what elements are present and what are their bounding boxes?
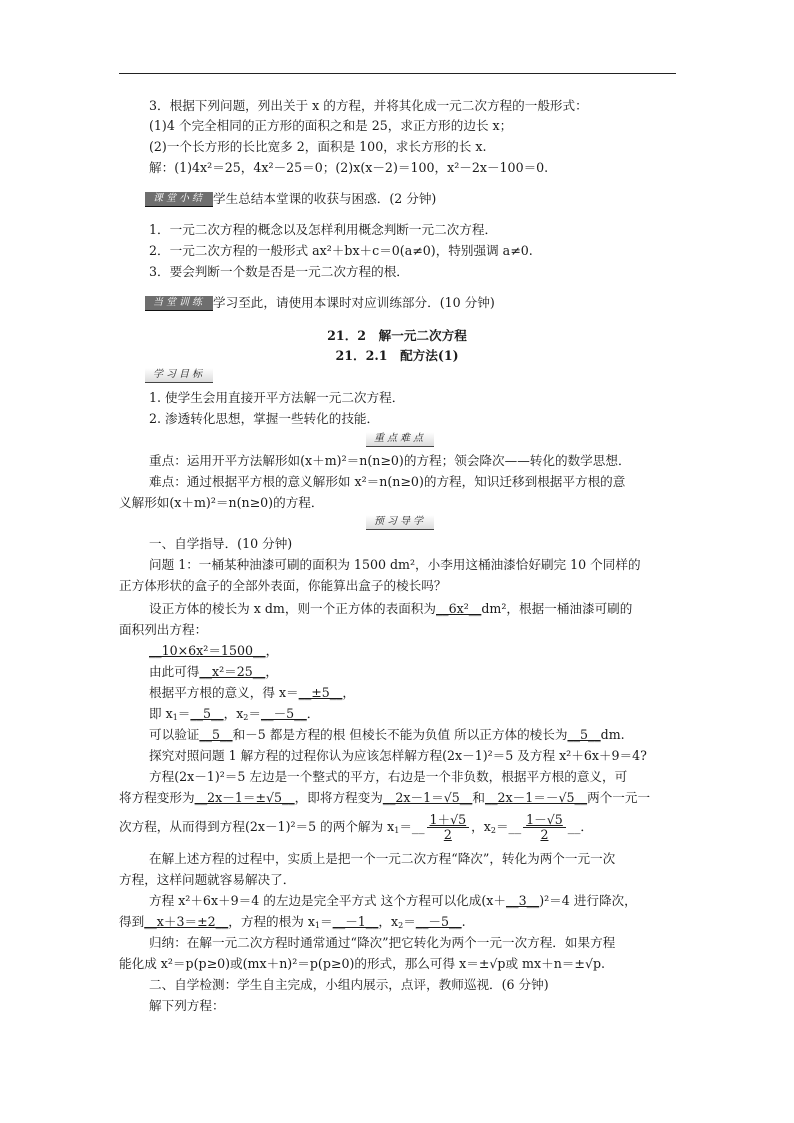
fraction-root-1: $\frac{1+√5}{2}$ [427,813,470,842]
question-3-part-1: (1)4 个完全相同的正方形的面积之和是 25，求正方形的边长 x； [149,118,513,133]
answer-blank: __5__ [567,727,601,742]
summary-item-2: 2．一元二次方程的一般形式 ax²＋bx＋c＝0(a≠0)，特别强调 a≠0. [149,243,533,258]
goals-row [145,368,213,383]
question-3-answer: 解：(1)4x²＝25，4x²－25＝0；(2)x(x－2)＝100，x²－2x－100＝0. [149,160,549,175]
problem-1-line-1: 问题 1：一桶某种油漆可刷的面积为 1500 dm²，小李用这桶油漆恰好刷完 10 个同样的 [149,557,641,572]
induction-line-1: 归纳：在解一元二次方程时通常通过“降次”把它转化为两个一元一次方程．如果方程 [149,935,616,950]
preview-tag: 预习导学 [366,515,434,530]
reduce-line-2: 方程，这样问题就容易解决了． [119,872,296,887]
equation-intro: 面积列出方程： [119,622,208,637]
answer-blank: __－5__ [415,914,462,929]
keypoints-tag: 重点难点 [366,432,434,447]
practice-row [145,296,495,311]
summary-tag: 课堂小结 [145,192,213,207]
problem-1-line-2: 正方体形状的盒子的全部外表面，你能算出盒子的棱长吗？ [119,578,447,593]
equation-a-line-3: 次方程，从而得到方程(2x－1)²＝5 的两个解为 $x_1=\_\_$ $\frac{1+√5}{2}$ ，$x_2=\_\_$ $\frac{1-√5}{2}$ __． [119,812,593,842]
answer-blank: __x＋3＝±2__ [144,914,229,929]
summary-text: 学生总结本堂课的收获与困惑．(2 分钟) [213,191,437,206]
difficulty-text-2: 义解形如(x＋m)²＝n(n≥0)的方程． [119,495,324,510]
solve-heading: 解下列方程： [149,998,225,1013]
fraction-root-2: $\frac{1-√5}{2}$ [523,813,566,842]
summary-item-3: 3．要会判断一个数是否是一元二次方程的根． [149,264,409,279]
self-check-heading: 二、自学检测：学生自主完成，小组内展示，点评，教师巡视．(6 分钟) [149,977,549,992]
answer-blank: __－1__ [332,914,379,929]
practice-tag: 当堂训练 [145,296,213,311]
equation-a-line-1: 方程(2x－1)²＝5 左边是一个整式的平方，右边是一个非负数，根据平方根的意义，可 [149,769,628,784]
answer-blank: __2x－1＝√5__ [382,790,473,805]
induction-line-2: 能化成 x²＝p(p≥0)或(mx＋n)²＝p(p≥0)的形式，那么可得 x＝±√p或 mx＋n＝±√p. [119,956,606,971]
preview-row [366,515,434,530]
keypoints-row [366,432,434,447]
question-3-title: 3．根据下列问题，列出关于 x 的方程，并将其化成一元二次方程的一般形式： [149,98,588,113]
goals-tag: 学习目标 [145,368,213,383]
equation-1: __10×6x²＝1500__， [149,643,279,658]
answer-blank: __2x－1＝－√5__ [484,790,588,805]
practice-text: 学习至此，请使用本课时对应训练部分．(10 分钟) [213,295,495,310]
answer-blank: __10×6x²＝1500__ [149,643,266,658]
equation-2: 由此可得__x²＝25__， [149,664,278,679]
question-3-part-2: (2)一个长方形的长比宽多 2，面积是 100，求长方形的长 x. [149,139,487,154]
equation-b-line-2: 得到__x＋3＝±2__，方程的根为 $x_1=\_\_-1\_\_$，$x_2=\_\_-5\_\_$. [119,914,466,930]
summary-item-1: 1．一元二次方程的概念以及怎样利用概念判断一元二次方程． [149,222,498,237]
goal-item-2: 2. 渗透转化思想，掌握一些转化的技能． [149,411,380,426]
section-subtitle: 21．2.1 配方法(1) [335,348,459,363]
header-rule [119,73,676,74]
focus-text: 重点：运用开平方法解形如(x＋m)²＝n(n≥0)的方程；领会降次——转化的数学思想． [149,453,631,468]
equation-b-line-1: 方程 x²＋6x＋9＝4 的左边是完全平方式 这个方程可以化成(x＋__3__)²＝4 进行降次， [149,893,637,908]
equation-a-line-2: 将方程变形为__2x－1＝±√5__，即将方程变为__2x－1＝√5__和__2x－1＝－√5__两个一元一 [119,790,651,805]
answer-blank: __x²＝25__ [199,664,266,679]
reduce-line-1: 在解上述方程的过程中，实质上是把一个一元二次方程“降次”，转化为两个一元一次 [149,851,616,866]
verify-line: 可以验证__5__和－5 都是方程的根 但棱长不能为负值 所以正方体的棱长为__5__dm. [149,727,625,742]
answer-blank: __5__ [199,727,233,742]
answer-blank: __3__ [505,893,540,908]
equation-3: 根据平方根的意义，得 x＝__±5__， [149,685,355,700]
surface-area-line: 设正方体的棱长为 x dm，则一个正方体的表面积为__6x²__dm²，根据一桶油漆可刷的 [149,601,633,616]
answer-blank: __±5__ [298,685,343,700]
equation-4: 即 $x_1=\_\_5\_\_$，$x_2=\_\_-5\_\_$． [149,706,320,722]
difficulty-text-1: 难点：通过根据平方根的意义解形如 x²＝n(n≥0)的方程，知识迁移到根据平方根的意 [149,474,626,489]
explore-line: 探究对照问题 1 解方程的过程你认为应该怎样解方程(2x－1)²＝5 及方程 x²＋6x＋9＝4? [149,748,647,763]
answer-blank: __－5__ [260,706,307,721]
summary-row [145,192,436,207]
section-title: 21．2 解一元二次方程 [327,328,467,343]
answer-blank: __2x－1＝±√5__ [194,790,295,805]
goal-item-1: 1. 使学生会用直接开平方法解一元二次方程． [149,390,405,405]
self-study-heading: 一、自学指导．(10 分钟) [149,536,293,551]
answer-blank: __5__ [190,706,224,721]
answer-blank: __6x²__ [436,601,482,616]
